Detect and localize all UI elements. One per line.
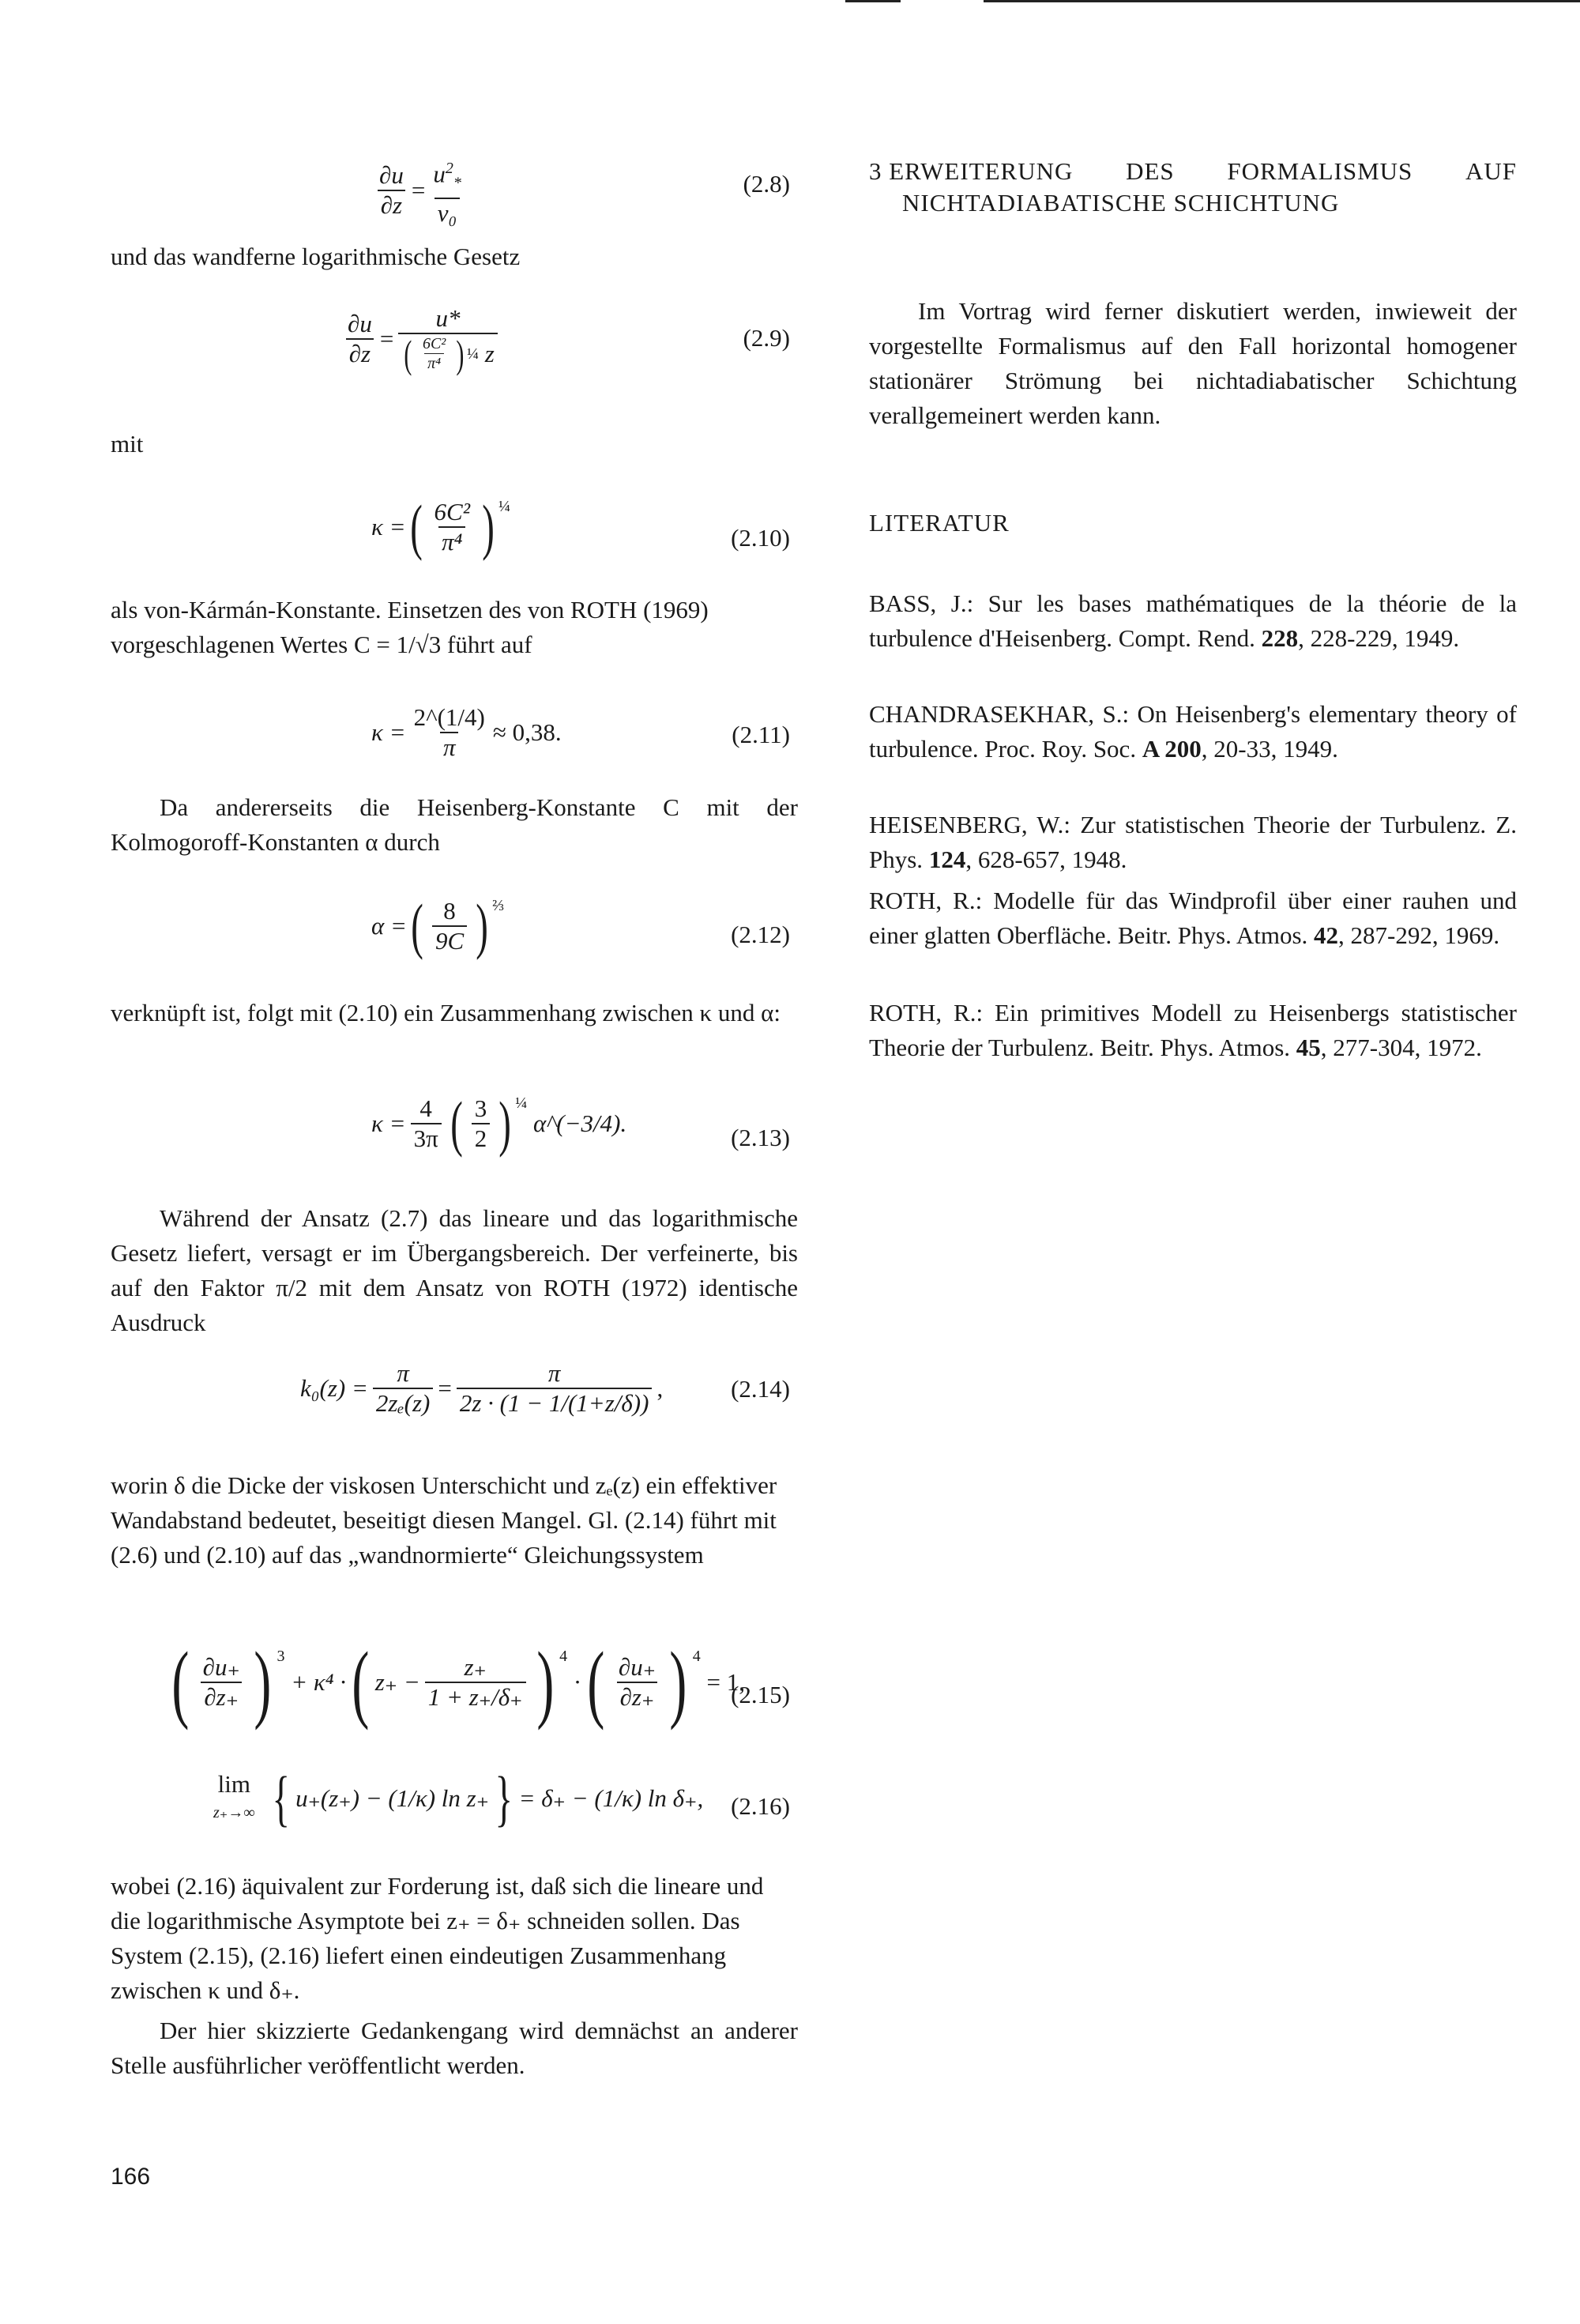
eq-2-15-a2: ∂u₊ — [618, 1653, 656, 1681]
equation-number: (2.11) — [732, 721, 790, 748]
equation-number: (2.8) — [743, 170, 790, 198]
section-heading — [869, 156, 1517, 219]
reference-item: ROTH, R.: Modelle für das Windprofil über einer rauhen und einer glatten Oberfläche. Beitr. Phys. Atmos. 42, 287-292, 1969. — [869, 887, 1517, 949]
eq-2-14-lhs: k₀(z) = — [300, 1374, 368, 1402]
eq-2-15-d: 1 + z₊/δ₊ — [425, 1682, 526, 1712]
heading-word: 3 ERWEITERUNG — [869, 157, 1074, 185]
eq-2-13-num: 4 — [419, 1094, 432, 1122]
paragraph: als von-Kármán-Konstante. Einsetzen des von ROTH (1969) vorgeschlagenen Wertes C = 1/√3 führt auf — [111, 596, 709, 658]
equation-2-8: $\frac{\partial u}{\partial z}$ = $\frac{u^2_*}{\text{ν₀}}$ (2.8) — [111, 154, 798, 225]
eq-2-11-num: 2^(1/4) — [413, 703, 485, 731]
equation-2-14: k₀(z) = $\frac{\pi}{\text{2zₑ(z)}}$ = $\frac{\pi}{2z \cdot (1 - 1/(1+z/\delta))}$ , (2.14) — [300, 1359, 790, 1417]
equation-2-9: $\frac{\partial u}{\partial z}$ = u* ( $\frac{\text{6C²}}{\text{π⁴}}$ ) ¼ z (2.9) — [111, 304, 798, 407]
eq-2-13-inner-num: 3 — [474, 1094, 487, 1122]
eq-2-13-den: 3π — [411, 1123, 442, 1153]
eq-2-14-f2-den: 2z · (1 − 1/(1+z/δ)) — [457, 1388, 653, 1418]
top-rule-long — [984, 0, 1580, 2]
equation-2-15: ( $\frac{\partial u_+}{\partial z_+}$ ) $^3$ + κ⁴ · ( z₊ − $\frac{z_+}{1 + z_+/\delta_+}$ ) $^4$ · ( $\frac{\partial u_+}{\partial z_+}$ ) $^4$ = 1, (2.15) — [171, 1634, 790, 1731]
eq-2-10-num: 6C² — [434, 498, 471, 525]
eq-2-9-rhs-num: u* — [435, 304, 461, 332]
eq-2-11-den: π — [440, 732, 459, 762]
eq-2-14-f1-num: π — [397, 1359, 409, 1387]
paragraph: wobei (2.16) äquivalent zur Forderung ist, daß sich die lineare und die logarithmische Asymptote bei z₊ = δ₊ schneiden sollen. Das System (2.15), (2.16) liefert einen eindeutigen Zusammenhang zwischen κ und δ₊. — [111, 1872, 764, 2004]
eq-2-11-rhs: ≈ 0,38. — [492, 718, 562, 746]
eq-2-8-lhs-den: ∂z — [378, 190, 405, 220]
paragraph: Während der Ansatz (2.7) das lineare und das logarithmische Gesetz liefert, versagt er im Übergangsbereich. Der verfeinerte, bis auf den Faktor π/2 mit dem Ansatz von ROTH (1972) identische Ausdruck — [111, 1204, 798, 1336]
eq-2-8-rhs-num: $u^2_*$ — [433, 160, 461, 192]
equation-2-10: κ = ( $\frac{\text{6C²}}{\text{π⁴}}$ ) $^{\frac{1}{4}}$ (2.10) — [371, 492, 790, 561]
equation-number: (2.10) — [731, 524, 790, 552]
eq-2-10-lhs: κ = — [371, 513, 406, 541]
eq-2-15-b: ∂z₊ — [201, 1682, 242, 1712]
eq-2-15-mid: + κ⁴ · — [291, 1668, 347, 1696]
eq-2-12-lhs: α = — [371, 912, 407, 940]
top-rule-short — [845, 0, 901, 2]
eq-2-14-f2-num: π — [547, 1359, 561, 1387]
eq-2-16-rhs: = δ₊ − (1/κ) ln δ₊, — [518, 1784, 704, 1812]
reference-item: CHANDRASEKHAR, S.: On Heisenberg's elementary theory of turbulence. Proc. Roy. Soc. A 200, 20-33, 1949. — [869, 700, 1517, 763]
paragraph-mit: mit — [111, 430, 144, 458]
eq-2-13-lhs: κ = — [371, 1109, 406, 1137]
paragraph: worin δ die Dicke der viskosen Unterschicht und zₑ(z) ein effektiver Wandabstand bedeutet, beseitigt diesen Mangel. Gl. (2.14) führt mit (2.6) und (2.10) auf das „wandnormierte“ Gleichungssystem — [111, 1471, 777, 1569]
eq-2-15-z: z₊ − — [374, 1668, 420, 1696]
heading-word: DES — [1126, 157, 1175, 185]
equation-number: (2.13) — [731, 1124, 790, 1151]
reference-item: ROTH, R.: Ein primitives Modell zu Heisenbergs statistischer Theorie der Turbulenz. Beitr. Phys. Atmos. 45, 277-304, 1972. — [869, 999, 1517, 1061]
equation-number: (2.12) — [731, 921, 790, 948]
eq-2-12-num: 8 — [443, 897, 456, 925]
eq-2-12-den: 9C — [432, 925, 467, 955]
equation-2-16: lim z₊→∞ { u₊(z₊) − (1/κ) ln z₊ } = δ₊ − (1/κ) ln δ₊, (2.16) — [111, 1770, 798, 1849]
eq-2-15-b2: ∂z₊ — [617, 1682, 658, 1712]
eq-2-8-lhs-num: ∂u — [379, 161, 404, 190]
equation-number: (2.9) — [743, 324, 790, 352]
reference-item: BASS, J.: Sur les bases mathématiques de la théorie de la turbulence d'Heisenberg. Compt. Rend. 228, 228-229, 1949. — [869, 589, 1517, 652]
heading-word: FORMALISMUS — [1227, 157, 1413, 185]
eq-2-9-rhs-den: ( $\frac{\text{6C²}}{\text{π⁴}}$ ) ¼ z — [398, 333, 497, 373]
eq-2-9-lhs-num: ∂u — [348, 309, 372, 337]
paragraph: Da andererseits die Heisenberg-Konstante C mit der Kolmogoroff-Konstanten α durch — [111, 793, 798, 856]
eq-2-15-c: z₊ — [464, 1653, 487, 1681]
paragraph: verknüpft ist, folgt mit (2.10) ein Zusammenhang zwischen κ und α: — [111, 999, 781, 1026]
eq-2-13-tail: α^(−3/4). — [532, 1109, 627, 1137]
paragraph: und das wandferne logarithmische Gesetz — [111, 243, 521, 270]
literatur-heading: LITERATUR — [869, 509, 1010, 537]
equation-2-11 — [111, 703, 798, 782]
equation-number: (2.16) — [731, 1792, 790, 1820]
eq-2-8-rhs-den: ν₀ — [434, 198, 461, 228]
paragraph: Im Vortrag wird ferner diskutiert werden, inwieweit der vorgestellte Formalismus auf den Fall horizontal homogener stationärer Strömung bei nichtadiabatischer Schichtung verallgemeinert werden kann. — [869, 297, 1517, 429]
equation-number: (2.14) — [731, 1375, 790, 1403]
eq-2-16-lim-sub: z₊→∞ — [213, 1804, 255, 1821]
eq-2-9-lhs-den: ∂z — [346, 338, 374, 368]
heading-word: AUF — [1465, 157, 1517, 185]
eq-2-16-lim: lim — [217, 1770, 250, 1798]
page-number: 166 — [111, 2164, 151, 2190]
eq-2-15-tail: = 1, — [706, 1668, 745, 1696]
reference-item: HEISENBERG, W.: Zur statistischen Theorie der Turbulenz. Z. Phys. 124, 628-657, 1948. — [869, 811, 1517, 873]
equation-2-12: α = ( $\frac{8}{9C}$ ) $^{\frac{2}{3}}$ (2.12) — [371, 891, 790, 960]
heading-line-2: NICHTADIABATISCHE SCHICHTUNG — [902, 189, 1340, 217]
eq-2-16-body: u₊(z₊) − (1/κ) ln z₊ — [295, 1784, 490, 1812]
eq-2-13-inner-den: 2 — [472, 1123, 491, 1153]
eq-2-15-a: ∂u₊ — [202, 1653, 240, 1681]
eq-2-14-f1-den: 2zₑ(z) — [373, 1388, 433, 1418]
equation-number: (2.15) — [731, 1681, 790, 1708]
paragraph: Der hier skizzierte Gedankengang wird demnächst an anderer Stelle ausführlicher veröffentlicht werden. — [111, 2017, 798, 2079]
eq-2-11-lhs: κ = — [371, 718, 406, 746]
equation-2-13: κ = $\frac{4}{3\pi}$ ( $\frac{3}{2}$ ) $^{\frac{1}{4}}$ α^(−3/4). (2.13) — [371, 1088, 790, 1158]
eq-2-10-den: π⁴ — [438, 526, 465, 556]
